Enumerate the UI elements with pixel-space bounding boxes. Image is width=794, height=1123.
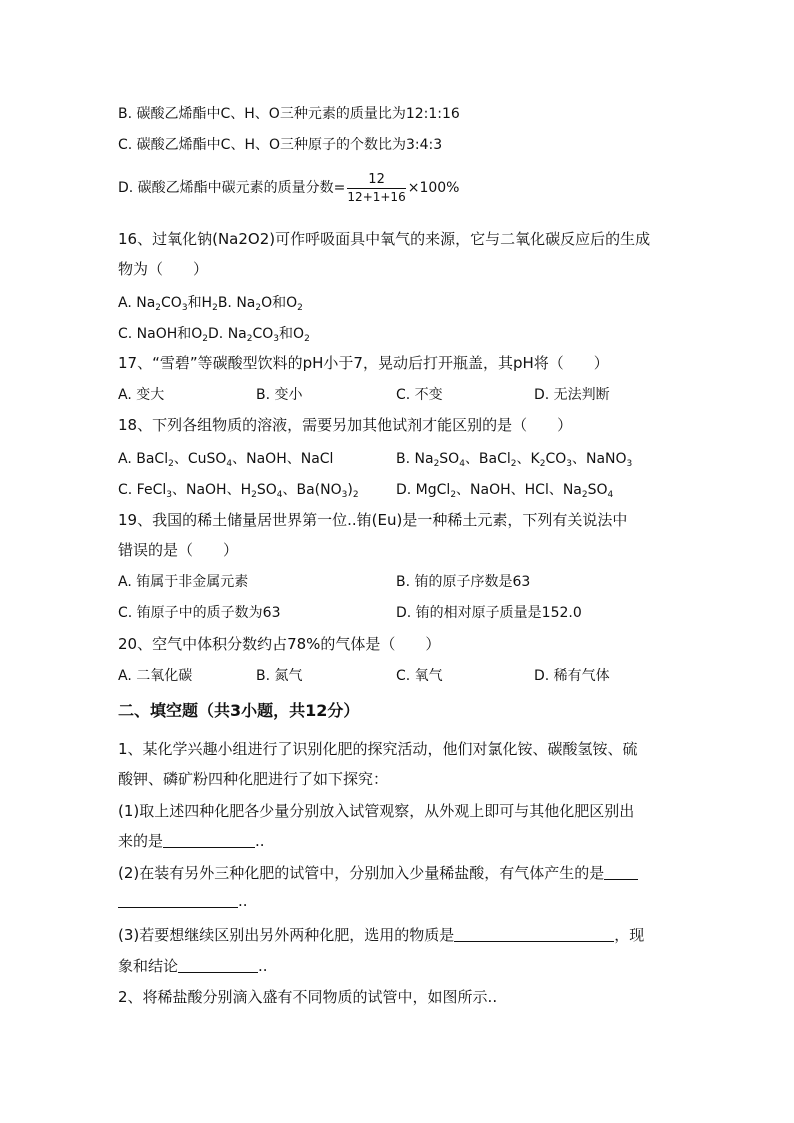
fill1-stem-line1: 1、某化学兴趣小组进行了识别化肥的探究活动，他们对氯化铵、碳酸氢铵、硫: [118, 740, 638, 758]
q17-options: [118, 384, 678, 406]
q16-stem-line2: 物为（ ）: [118, 260, 209, 278]
fill1-part3-line1: [118, 924, 644, 945]
q19-stem-line2: 错误的是（ ）: [118, 541, 239, 559]
q15-option-b: B. 碳酸乙烯酯中C、H、O三种元素的质量比为12:1:16: [118, 106, 460, 122]
q19-option-c: C. 铕原子中的质子数为63: [118, 605, 281, 621]
q18-stem: 18、下列各组物质的溶液，需要另加其他试剂才能区别的是（ ）: [118, 416, 573, 434]
answer-blank-1[interactable]: [163, 833, 255, 848]
q20-stem: 20、空气中体积分数约占78%的气体是（ ）: [118, 635, 441, 653]
fill1-part3-text2: 象和结论: [118, 957, 179, 975]
fill1-part3-text-end: ，现: [614, 926, 645, 944]
q18-options-cd: [118, 479, 678, 501]
fraction-denominator: 12+1+16: [347, 190, 406, 204]
q17-option-d: D. 无法判断: [534, 387, 610, 403]
q19-option-a: A. 铕属于非金属元素: [118, 574, 249, 590]
fill1-part1-line1: (1)取上述四种化肥各少量分别放入试管观察，从外观上即可与其他化肥区别出: [118, 802, 635, 820]
q20-option-b: B. 氮气: [256, 668, 303, 684]
fill1-part2-line2: [118, 892, 248, 910]
answer-blank-2a[interactable]: [604, 865, 638, 880]
q15-option-d: [118, 172, 459, 204]
q18-option-c: C. FeCl$_3$、NaOH、$H_2SO_4$、$Ba(NO_3)_2$: [118, 482, 359, 500]
fill1-part2-text: (2)在装有另外三种化肥的试管中，分别加入少量稀盐酸，有气体产生的是: [118, 864, 605, 882]
section-heading-fill-in: 二、填空题（共3小题，共12分）: [118, 701, 360, 720]
q19-options-ab: [118, 571, 678, 593]
mass-fraction: [347, 172, 405, 204]
q17-option-c: C. 不变: [396, 387, 443, 403]
q16-stem-line1: 16、过氧化钠(Na2O2)可作呼吸面具中氧气的来源，它与二氧化碳反应后的生成: [118, 230, 651, 248]
fill1-part1-end: ..: [255, 832, 265, 850]
fill1-stem-line2: 酸钾、磷矿粉四种化肥进行了如下探究：: [118, 770, 389, 788]
fill1-part1-text: 来的是: [118, 832, 164, 850]
q15-option-d-prefix: D. 碳酸乙烯酯中碳元素的质量分数=: [118, 180, 346, 196]
q20-options: [118, 665, 678, 687]
answer-blank-3b[interactable]: [178, 958, 258, 973]
q16-options-ab: A. $Na_2CO_3$和$H_2B$. $Na_2O$和$O_2$: [118, 295, 303, 313]
q18-options-ab: [118, 448, 678, 470]
fill1-part2-line1: [118, 862, 638, 883]
q17-option-a: A. 变大: [118, 387, 165, 403]
q19-stem-line1: 19、我国的稀土储量居世界第一位..铕(Eu)是一种稀土元素，下列有关说法中: [118, 511, 628, 529]
q15-option-c: C. 碳酸乙烯酯中C、H、O三种原子的个数比为3:4:3: [118, 137, 443, 153]
q18-option-d: D. MgCl$_2$、NaOH、HCl、$Na_2SO_4$: [396, 482, 614, 500]
q19-option-b: B. 铕的原子序数是63: [396, 574, 531, 590]
q19-options-cd: [118, 602, 678, 624]
answer-blank-2b[interactable]: [118, 893, 238, 908]
q17-option-b: B. 变小: [256, 387, 303, 403]
q20-option-c: C. 氧气: [396, 668, 443, 684]
q18-option-a: A. BaCl$_2$、CuSO$_4$、NaOH、NaCl: [118, 451, 334, 469]
fill1-part3-end: ..: [258, 957, 268, 975]
q19-option-d: D. 铕的相对原子质量是152.0: [396, 605, 582, 621]
q18-option-b: B. $Na_2SO_4$、BaCl$_2$、$K_2CO_3$、NaNO$_3$: [396, 451, 633, 469]
q17-stem: 17、“雪碧”等碳酸型饮料的pH小于7，晃动后打开瓶盖，其pH将（ ）: [118, 354, 609, 372]
fill1-part2-end: ..: [238, 892, 248, 910]
fill1-part3-text: (3)若要想继续区别出另外两种化肥，选用的物质是: [118, 926, 455, 944]
fill2-stem: 2、将稀盐酸分别滴入盛有不同物质的试管中，如图所示..: [118, 988, 498, 1006]
fraction-numerator: 12: [347, 172, 405, 189]
answer-blank-3a[interactable]: [454, 927, 614, 942]
fill1-part3-line2: [118, 955, 268, 976]
q20-option-a: A. 二氧化碳: [118, 668, 193, 684]
fill1-part1-line2: [118, 830, 265, 851]
q20-option-d: D. 稀有气体: [534, 668, 610, 684]
q16-options-cd: C. NaOH和$O_2D$. $Na_2CO_3$和$O_2$: [118, 326, 310, 344]
q15-option-d-suffix: ×100%: [407, 180, 460, 196]
